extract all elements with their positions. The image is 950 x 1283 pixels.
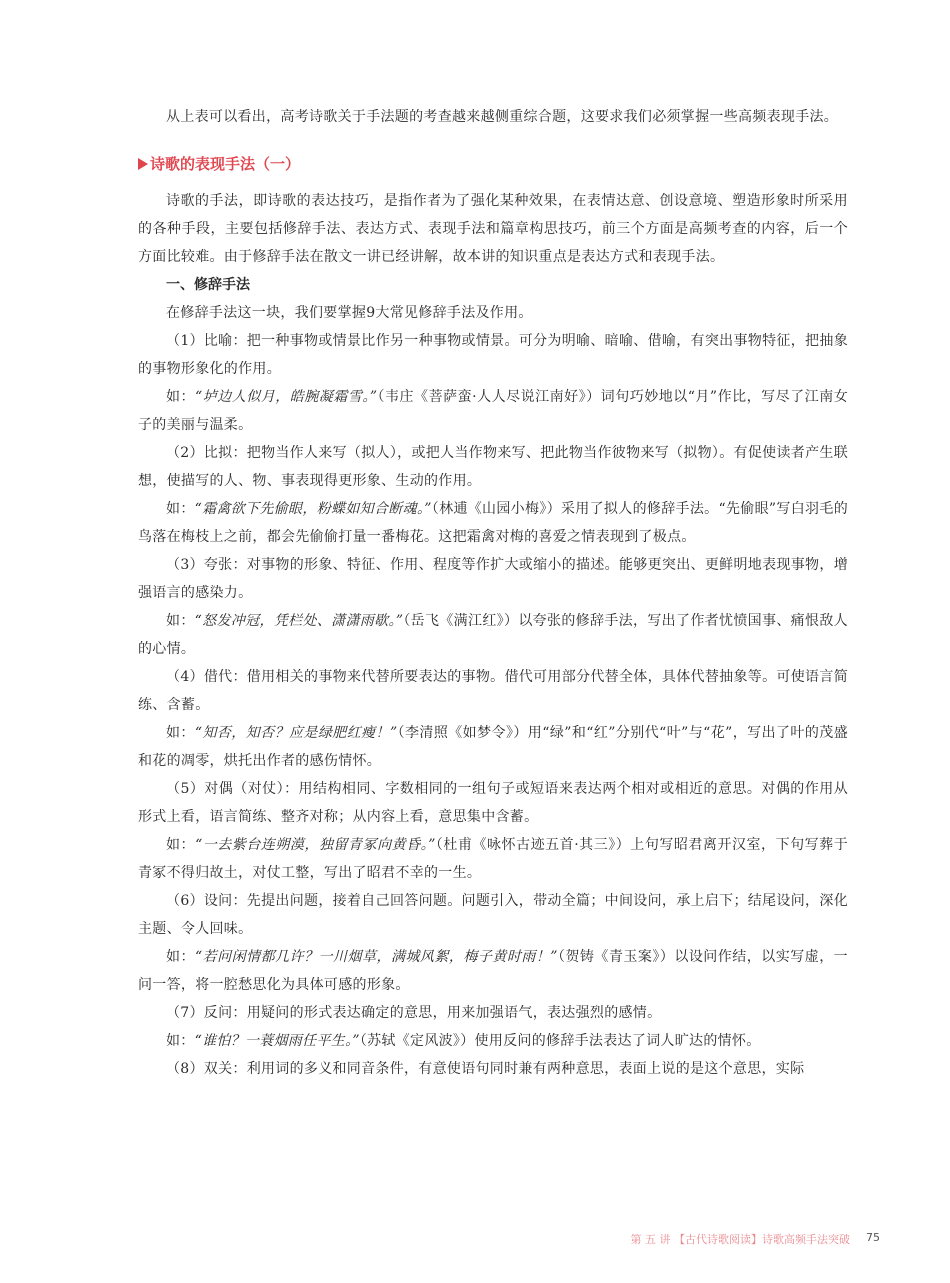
page-number: 75 — [866, 1231, 880, 1244]
section-title: 诗歌的表现手法（一） — [150, 155, 301, 173]
item-definition: （4）借代：借用相关的事物来代替所要表达的事物。借代可用部分代替全体，具体代替抽象等。可使语言简练、含蓄。 — [138, 669, 848, 713]
example-quote: “知否，知否？应是绿肥红瘦！” — [194, 725, 398, 741]
subsection-title: 一、修辞手法 — [166, 277, 250, 293]
example-quote: “霜禽欲下先偷眼，粉蝶如知合断魂。” — [194, 501, 432, 517]
rhetoric-list — [138, 327, 848, 1055]
page-body — [138, 103, 848, 1083]
item-example — [138, 831, 848, 887]
example-analysis: （苏轼《定风波》）使用反问的修辞手法表达了词人旷达的情怀。 — [359, 1033, 761, 1049]
overview-paragraph: 诗歌的手法，即诗歌的表达技巧，是指作者为了强化某种效果，在表情达意、创设意境、塑造形象时所采用的各种手段，主要包括修辞手法、表达方式、表现手法和篇章构思技巧，前三个方面是高频考查的内容，后一个方面比较难。由于修辞手法在散文一讲已经讲解，故本讲的知识重点是表达方式和表现手法。 — [138, 193, 848, 265]
example-quote: “若问闲情都几许？一川烟草，满城风絮，梅子黄时雨！” — [194, 949, 558, 965]
example-analysis: （杜甫《咏怀古迹五首·其三》）上句写昭君离开汉室，下句写葬于青冢不得归故土，对仗工整，写出了昭君不幸的一生。 — [138, 837, 848, 881]
item-definition: （6）设问：先提出问题，接着自己回答问题。问题引入，带动全篇；中间设问，承上启下；结尾设问，深化主题、令人回味。 — [138, 893, 848, 937]
item-example — [138, 607, 848, 663]
item-example — [138, 495, 848, 551]
triangle-bullet-icon — [138, 158, 148, 170]
section-heading — [138, 151, 848, 177]
item-definition: （5）对偶（对仗）：用结构相同、字数相同的一组句子或短语来表达两个相对或相近的意思。对偶的作用从形式上看，语言简练、整齐对称；从内容上看，意思集中含蓄。 — [138, 781, 848, 825]
item-example — [138, 943, 848, 999]
example-prefix: 如： — [166, 613, 195, 629]
example-analysis: （李清照《如梦令》）用“绿”和“红”分别代“叶”与“花”，写出了叶的茂盛和花的凋零，烘托出作者的感伤情怀。 — [138, 725, 848, 769]
item-example — [138, 383, 848, 439]
subsection-lead: 在修辞手法这一块，我们要掌握9大常见修辞手法及作用。 — [166, 305, 533, 321]
example-prefix: 如： — [166, 949, 195, 965]
example-prefix: 如： — [166, 725, 195, 741]
item-definition: （3）夸张：对事物的形象、特征、作用、程度等作扩大或缩小的描述。能够更突出、更鲜明地表现事物，增强语言的感染力。 — [138, 557, 848, 601]
example-quote: “垆边人似月，皓腕凝霜雪。” — [195, 389, 378, 405]
item-definition: （7）反问：用疑问的形式表达确定的意思，用来加强语气，表达强烈的感情。 — [166, 1005, 662, 1021]
example-quote: “谁怕？一蓑烟雨任平生。” — [194, 1033, 360, 1049]
example-prefix: 如： — [166, 837, 196, 853]
example-quote: “一去紫台连朔漠，独留青冢向黄昏。” — [195, 837, 436, 853]
example-analysis: （岳飞《满江红》）以夸张的修辞手法，写出了作者忧愤国事、痛恨敌人的心情。 — [138, 613, 848, 657]
item-definition: （1）比喻：把一种事物或情景比作另一种事物或情景。可分为明喻、暗喻、借喻，有突出事物特征，把抽象的事物形象化的作用。 — [138, 333, 848, 377]
example-analysis: （林逋《山园小梅》）采用了拟人的修辞手法。“先偷眼”写白羽毛的鸟落在梅枝上之前，都会先偷偷打量一番梅花。这把霜禽对梅的喜爱之情表现到了极点。 — [138, 501, 848, 545]
example-analysis: （贺铸《青玉案》）以设问作结，以实写虚，一问一答，将一腔愁思化为具体可感的形象。 — [138, 949, 848, 993]
item-definition: （2）比拟：把物当作人来写（拟人），或把人当作物来写、把此物当作彼物来写（拟物）。有促使读者产生联想，使描写的人、物、事表现得更形象、生动的作用。 — [138, 445, 848, 489]
example-prefix: 如： — [166, 389, 196, 405]
item-definition: （8）双关：利用词的多义和同音条件，有意使语句同时兼有两种意思，表面上说的是这个意思，实际 — [166, 1061, 805, 1077]
example-analysis: （韦庄《菩萨蛮·人人尽说江南好》）词句巧妙地以“月”作比，写尽了江南女子的美丽与温柔。 — [138, 389, 849, 433]
example-prefix: 如： — [166, 1033, 195, 1049]
example-quote: “怒发冲冠，凭栏处、潇潇雨歇。” — [194, 613, 404, 629]
intro-paragraph: 从上表可以看出，高考诗歌关于手法题的考查越来越侧重综合题，这要求我们必须掌握一些高频表现手法。 — [166, 109, 839, 125]
item-example — [138, 1027, 848, 1055]
footer-section-label: 第 五 讲 【古代诗歌阅读】诗歌高频手法突破 — [630, 1233, 850, 1246]
example-prefix: 如： — [166, 501, 195, 517]
page-footer — [0, 1231, 950, 1251]
item-example — [138, 719, 848, 775]
